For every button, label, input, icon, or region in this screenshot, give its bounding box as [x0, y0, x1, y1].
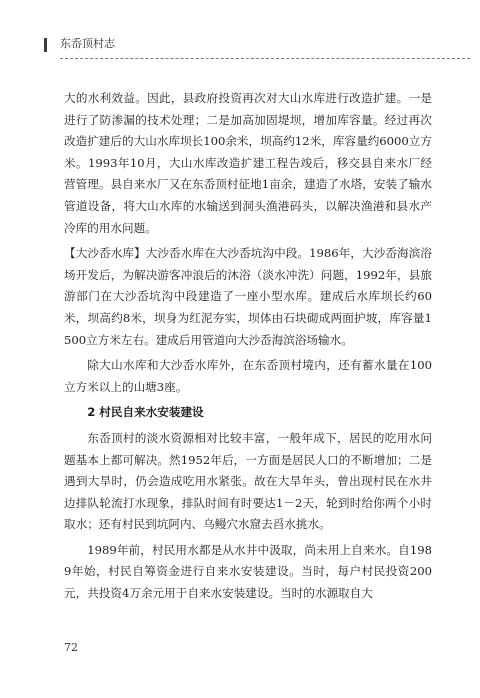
- paragraph-water-resources: 东岙顶村的淡水资源相对比较丰富，一般年成下，居民的吃用水问题基本上都可解决。然1952年后，一方面是居民人口的不断增加；二是遇到大旱时，仍会造成吃用水紧张。故在大旱年头，曾出现村民在水井边排队轮流打水现象，排队时间有时要达1－2天，轮到时给你两个小时取水；还有村民到坑阿内、乌鳗穴水窟去舀水挑水。: [64, 430, 432, 532]
- paragraph-tap-water-construction: 1989年前，村民用水都是从水井中汲取，尚未用上自来水。自1989年始，村民自筹资金进行自来水安装建设。当时，每户村民投资200元，共投资4万余元用于自来水安装建设。当时的水源取自大: [64, 542, 432, 601]
- running-header: [44, 36, 464, 54]
- paragraph-mountain-ponds: 除大山水库和大沙岙水库外，在东岙顶村境内，还有蓄水量在100立方米以上的山塘3座。: [64, 358, 432, 394]
- page-body: [64, 88, 432, 609]
- paragraph-dashan-reservoir-continued: 大的水利效益。因此，县政府投资再次对大山水库进行改造扩建。一是进行了防渗漏的技术处理；二是加高加固堤坝，增加库容量。经过再次改造扩建后的大山水库坝长100余米，坝高约12米，库容量约6000立方米。1993年10月，大山水库改造扩建工程告竣后，移交县自来水厂经营管理。县自来水厂又在东岙顶村征地1亩余，建造了水塔，安装了输水管道设备，将大山水库的水输送到洞头渔港码头，以解决渔港和县水产冷库的用水问题。: [64, 91, 432, 235]
- paragraph-dashaao-reservoir: 【大沙岙水库】大沙岙水库在大沙岙坑沟中段。1986年，大沙岙海滨浴场开发后，为解决游客冲浪后的沐浴（淡水冲洗）问题，1992年，县旅游部门在大沙岙坑沟中段建造了一座小型水库。建成后水库坝长约60米，坝高约8米，坝身为红泥夯实，坝体由石块砌成两面护坡，库容量1500立方米左右。建成后用管道向大沙岙海滨浴场输水。: [64, 246, 432, 347]
- header-title: 东岙顶村志: [60, 37, 115, 50]
- section-heading-tap-water: 2 村民自来水安装建设: [87, 405, 204, 420]
- header-dashed-rule: [60, 58, 470, 59]
- header-accent-bar: [44, 38, 47, 52]
- page-number: 72: [64, 641, 78, 654]
